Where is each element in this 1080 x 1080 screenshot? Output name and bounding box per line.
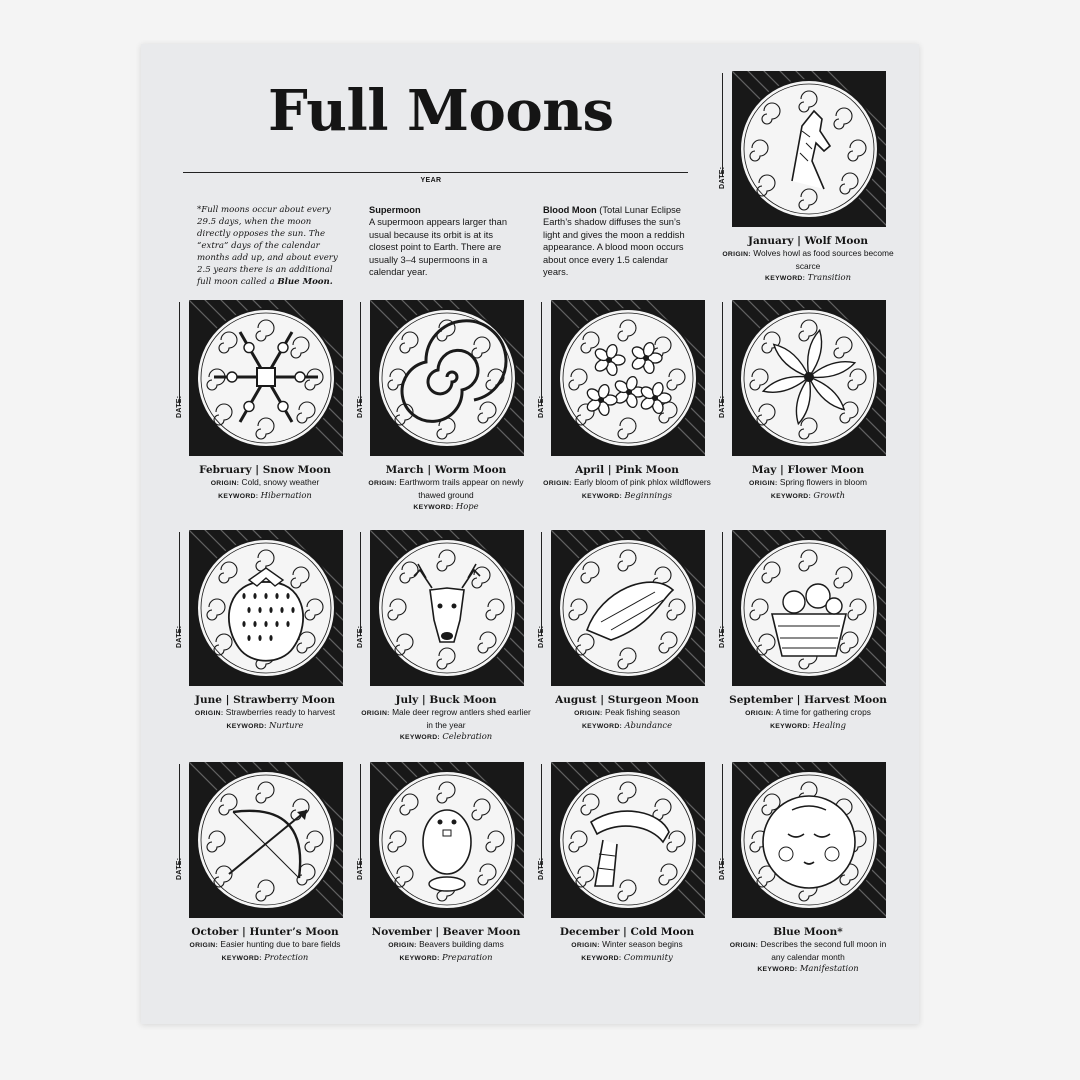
- name-separator: |: [225, 694, 230, 706]
- blood-moon-text: (Total Lunar Eclipse Earth’s shadow diffuses the sun’s light and gives the moon a reddish appearance. A blood moon occurs about once every 1.5 calendar years.: [543, 205, 685, 278]
- moon-origin: [179, 477, 351, 490]
- moon-keyword: [541, 952, 713, 965]
- origin-label: ORIGIN:: [543, 480, 572, 487]
- date-line: [722, 73, 723, 177]
- moon-keyword: [722, 272, 894, 285]
- date-label: DATE:: [719, 166, 726, 189]
- moon-month: September: [729, 694, 793, 706]
- moon-keyword: [179, 490, 351, 503]
- origin-label: ORIGIN:: [210, 480, 240, 487]
- moon-name-text: Snow Moon: [262, 464, 331, 476]
- origin-text: Winter season begins: [602, 939, 683, 949]
- moon-name-text: Blue Moon*: [773, 926, 843, 938]
- date-line: [722, 532, 723, 636]
- moon-caption: [179, 693, 351, 732]
- keyword-label: KEYWORD:: [581, 722, 623, 730]
- date-line: [360, 302, 361, 406]
- moon-name-text: Pink Moon: [615, 464, 679, 476]
- sturgeon-icon: [551, 530, 705, 686]
- keyword-text: Celebration: [442, 731, 493, 742]
- moon-origin: [722, 477, 894, 490]
- moon-caption: [360, 463, 532, 514]
- date-label: DATE:: [176, 395, 183, 418]
- moon-origin: [722, 248, 894, 272]
- name-separator: |: [623, 926, 627, 938]
- keyword-label: KEYWORD:: [226, 722, 267, 730]
- moon-name-text: Flower Moon: [787, 464, 865, 476]
- date-line: [541, 302, 542, 406]
- moon-keyword: [360, 952, 532, 965]
- date-label: DATE:: [538, 395, 545, 418]
- moon-month: August: [555, 694, 597, 706]
- moon-name: [722, 463, 894, 477]
- keyword-text: Beginnings: [624, 489, 673, 500]
- moon-name: [541, 925, 713, 939]
- keyword-label: KEYWORD:: [581, 492, 623, 500]
- date-line: [360, 532, 361, 636]
- worm-icon: [370, 300, 524, 456]
- name-separator: |: [242, 926, 246, 938]
- keyword-label: KEYWORD:: [765, 275, 806, 283]
- name-separator: |: [427, 464, 432, 476]
- moon-month: May: [751, 464, 777, 476]
- bow-arrow-icon: [189, 762, 343, 918]
- moon-name: [722, 234, 894, 248]
- blood-moon-title: Blood Moon: [543, 205, 597, 215]
- keyword-text: Healing: [812, 719, 846, 730]
- strawberry-icon: [189, 530, 343, 686]
- beaver-icon: [370, 762, 524, 918]
- keyword-text: Abundance: [624, 719, 673, 730]
- keyword-text: Hibernation: [260, 489, 312, 500]
- moon-month: November: [371, 926, 432, 938]
- date-line: [179, 532, 180, 636]
- moon-keyword: [179, 952, 351, 965]
- origin-label: ORIGIN:: [749, 480, 778, 487]
- moon-name: [179, 463, 351, 477]
- date-label: DATE:: [719, 395, 726, 418]
- deer-icon: [370, 530, 524, 686]
- keyword-label: KEYWORD:: [770, 722, 811, 730]
- keyword-label: KEYWORD:: [770, 492, 812, 500]
- full-moon-note-text: *Full moons occur about every 29.5 days, when the moon directly opposes the sun. The “extra” days of the calendar months add up, and about every 2.5 years there is an additional full moon called a: [197, 205, 338, 287]
- keyword-text: Nurture: [269, 719, 304, 730]
- year-line: [183, 172, 688, 173]
- moon-origin: [722, 707, 894, 720]
- moon-keyword: [360, 731, 532, 744]
- origin-label: ORIGIN:: [745, 710, 774, 717]
- keyword-text: Manifestation: [799, 963, 859, 974]
- moon-keyword: [722, 963, 894, 976]
- moon-keyword: [722, 720, 894, 733]
- moon-caption: [179, 463, 351, 502]
- moon-caption: [360, 925, 532, 964]
- name-separator: |: [421, 694, 426, 706]
- name-separator: |: [255, 464, 260, 476]
- date-line: [541, 532, 542, 636]
- moon-name-text: Cold Moon: [630, 926, 695, 938]
- lily-icon: [732, 300, 886, 456]
- moon-origin: [360, 939, 532, 952]
- origin-label: ORIGIN:: [722, 251, 751, 258]
- origin-text: Cold, snowy weather: [241, 477, 320, 487]
- name-separator: |: [600, 694, 605, 706]
- date-label: DATE:: [719, 857, 726, 880]
- origin-text: Describes the second full moon in any calendar month: [760, 939, 887, 962]
- moon-name: [360, 463, 532, 477]
- keyword-label: KEYWORD:: [218, 492, 259, 500]
- date-line: [360, 764, 361, 868]
- moon-name-text: Wolf Moon: [804, 235, 868, 247]
- full-moons-poster: [141, 44, 919, 1024]
- moon-origin: [541, 707, 713, 720]
- moon-name: [722, 693, 894, 707]
- origin-label: ORIGIN:: [574, 710, 603, 717]
- keyword-label: KEYWORD:: [399, 954, 440, 962]
- date-line: [179, 764, 180, 868]
- supermoon-text: A supermoon appears larger than usual because its orbit is at its closest point to Earth. There are usually 3–4 supermoons in a calendar year.: [369, 217, 507, 278]
- moon-origin: [179, 707, 351, 720]
- origin-text: Spring flowers in bloom: [779, 477, 867, 487]
- origin-label: ORIGIN:: [194, 710, 224, 717]
- name-separator: |: [780, 464, 784, 476]
- moon-name: [179, 693, 351, 707]
- moon-origin: [541, 477, 713, 490]
- origin-label: ORIGIN:: [361, 710, 390, 717]
- moon-month: June: [195, 694, 222, 706]
- keyword-text: Preparation: [442, 951, 493, 962]
- date-line: [541, 764, 542, 868]
- blue-moon-term: Blue Moon.: [277, 277, 333, 287]
- date-line: [179, 302, 180, 406]
- moon-name-text: Sturgeon Moon: [607, 694, 699, 706]
- moon-month: July: [395, 694, 419, 706]
- moon-caption: [541, 925, 713, 964]
- date-label: DATE:: [719, 625, 726, 648]
- date-line: [722, 302, 723, 406]
- moon-caption: [541, 463, 713, 502]
- moon-caption: [360, 693, 532, 744]
- moon-keyword: [541, 490, 713, 503]
- scarf-icon: [551, 762, 705, 918]
- moon-name: [179, 925, 351, 939]
- date-label: DATE:: [176, 857, 183, 880]
- moon-keyword: [722, 490, 894, 503]
- moon-keyword: [541, 720, 713, 733]
- keyword-text: Protection: [264, 951, 309, 962]
- moon-keyword: [360, 501, 532, 514]
- origin-label: ORIGIN:: [729, 942, 759, 949]
- keyword-label: KEYWORD:: [757, 966, 798, 974]
- origin-label: ORIGIN:: [368, 480, 397, 487]
- supermoon-note: [369, 204, 519, 278]
- date-label: DATE:: [176, 625, 183, 648]
- blood-moon-note: [543, 204, 695, 278]
- moon-caption: [722, 925, 894, 976]
- moon-origin: [541, 939, 713, 952]
- moon-origin: [722, 939, 894, 963]
- date-line: [722, 764, 723, 868]
- moon-origin: [360, 477, 532, 501]
- date-label: DATE:: [357, 395, 364, 418]
- moon-month: December: [559, 926, 620, 938]
- full-moon-note: [197, 204, 339, 288]
- phlox-icon: [551, 300, 705, 456]
- moon-origin: [360, 707, 532, 731]
- date-label: DATE:: [357, 857, 364, 880]
- moon-name: [360, 693, 532, 707]
- date-label: DATE:: [357, 625, 364, 648]
- moon-caption: [179, 925, 351, 964]
- keyword-text: Transition: [807, 272, 851, 283]
- origin-text: Earthworm trails appear on newly thawed ground: [399, 477, 524, 500]
- keyword-label: KEYWORD:: [399, 734, 440, 742]
- year-label: YEAR: [420, 177, 442, 184]
- moon-origin: [179, 939, 351, 952]
- name-separator: |: [797, 235, 801, 247]
- origin-text: Beavers building dams: [419, 939, 504, 949]
- keyword-text: Growth: [813, 489, 846, 500]
- origin-text: Peak fishing season: [604, 707, 680, 717]
- moon-month: March: [385, 464, 424, 476]
- supermoon-title: Supermoon: [369, 205, 421, 215]
- moon-name: [541, 463, 713, 477]
- moon-month: February: [199, 464, 252, 476]
- moon-month: January: [748, 235, 794, 247]
- moon-keyword: [179, 720, 351, 733]
- moon-caption: [722, 234, 894, 285]
- origin-label: ORIGIN:: [388, 942, 417, 949]
- origin-text: Male deer regrow antlers shed earlier in the year: [392, 707, 531, 730]
- keyword-label: KEYWORD:: [221, 954, 262, 962]
- moon-caption: [722, 693, 894, 732]
- moon-name-text: Worm Moon: [434, 464, 507, 476]
- poster-title: Full Moons: [268, 78, 614, 144]
- name-separator: |: [607, 464, 612, 476]
- origin-text: Strawberries ready to harvest: [225, 707, 336, 717]
- name-separator: |: [435, 926, 440, 938]
- origin-text: A time for gathering crops: [775, 707, 871, 717]
- harvest-basket-icon: [732, 530, 886, 686]
- moon-caption: [722, 463, 894, 502]
- keyword-text: Community: [623, 951, 673, 962]
- sleeping-moon-face-icon: [732, 762, 886, 918]
- snowflake-icon: [189, 300, 343, 456]
- moon-name-text: Hunter’s Moon: [249, 926, 339, 938]
- keyword-label: KEYWORD:: [581, 954, 622, 962]
- moon-name: [722, 925, 894, 939]
- origin-text: Wolves howl as food sources become scarce: [753, 248, 894, 271]
- moon-name-text: Harvest Moon: [804, 694, 887, 706]
- date-label: DATE:: [538, 625, 545, 648]
- origin-text: Early bloom of pink phlox wildflowers: [574, 477, 711, 487]
- wolf-icon: [732, 71, 886, 227]
- keyword-text: Hope: [455, 501, 479, 512]
- moon-name: [541, 693, 713, 707]
- moon-month: October: [191, 926, 239, 938]
- moon-name-text: Buck Moon: [429, 694, 497, 706]
- origin-text: Easier hunting due to bare fields: [220, 939, 341, 949]
- moon-name-text: Strawberry Moon: [233, 694, 335, 706]
- name-separator: |: [796, 694, 801, 706]
- date-label: DATE:: [538, 857, 545, 880]
- keyword-label: KEYWORD:: [413, 504, 454, 512]
- origin-label: ORIGIN:: [189, 942, 219, 949]
- moon-name-text: Beaver Moon: [442, 926, 521, 938]
- moon-month: April: [575, 464, 605, 476]
- origin-label: ORIGIN:: [571, 942, 600, 949]
- moon-name: [360, 925, 532, 939]
- moon-caption: [541, 693, 713, 732]
